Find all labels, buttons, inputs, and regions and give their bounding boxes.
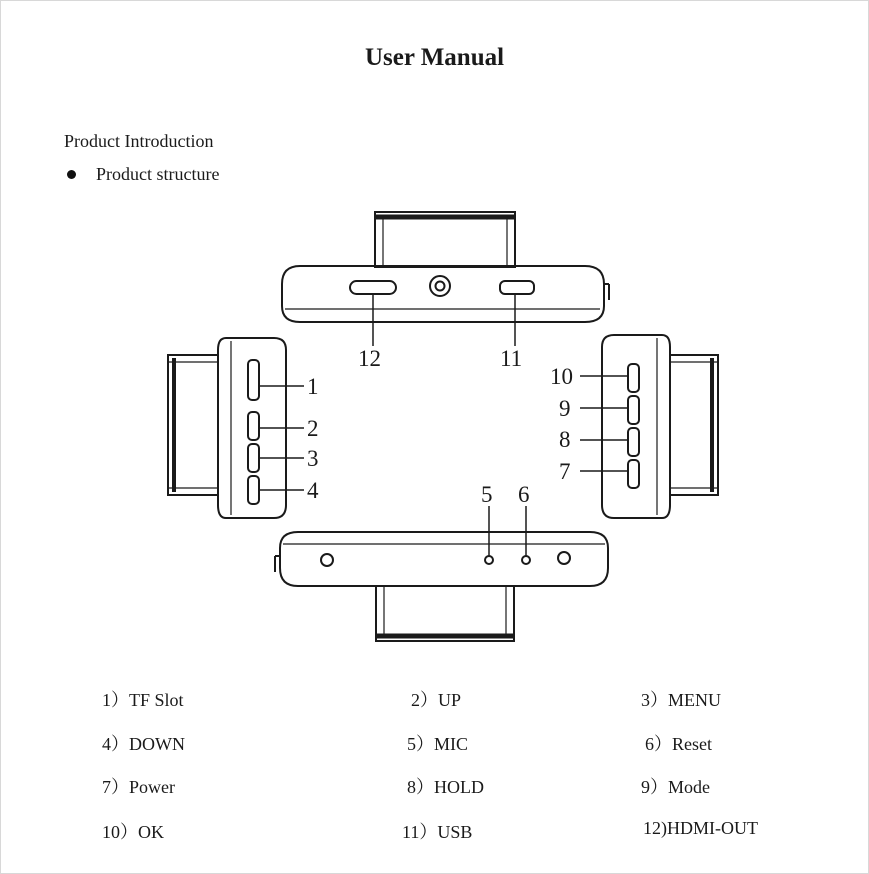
bullet-label: Product structure xyxy=(96,164,220,184)
callout-6: 6 xyxy=(518,482,530,507)
callout-10: 10 xyxy=(550,364,573,389)
legend-item: 8）HOLD xyxy=(407,777,484,797)
callout-11: 11 xyxy=(500,346,523,371)
page-title: User Manual xyxy=(364,44,505,71)
callout-7: 7 xyxy=(559,459,571,484)
callout-9: 9 xyxy=(559,396,571,421)
legend-item: 1）TF Slot xyxy=(102,690,184,710)
legend-item: 4）DOWN xyxy=(102,734,185,754)
legend-item: 9）Mode xyxy=(641,777,710,797)
callout-4: 4 xyxy=(307,478,319,503)
legend-item: 2）UP xyxy=(411,690,462,710)
callout-8: 8 xyxy=(559,427,571,452)
legend-item: 5）MIC xyxy=(407,734,469,754)
legend-item: 12)HDMI-OUT xyxy=(643,818,758,838)
legend-item: 3）MENU xyxy=(641,690,721,710)
callout-5: 5 xyxy=(481,482,493,507)
legend-item: 6）Reset xyxy=(645,734,712,754)
right-view-device xyxy=(580,335,718,518)
callout-2: 2 xyxy=(307,416,319,441)
bottom-view-device xyxy=(275,506,608,641)
callout-12: 12 xyxy=(358,346,381,371)
left-view-device xyxy=(168,338,304,518)
callout-1: 1 xyxy=(307,374,319,399)
legend-item: 7）Power xyxy=(102,777,175,797)
section-title: Product Introduction xyxy=(64,131,214,151)
legend-item: 11）USB xyxy=(402,822,473,842)
top-view-device xyxy=(282,212,609,346)
callout-3: 3 xyxy=(307,446,319,471)
legend-item: 10）OK xyxy=(102,822,164,842)
